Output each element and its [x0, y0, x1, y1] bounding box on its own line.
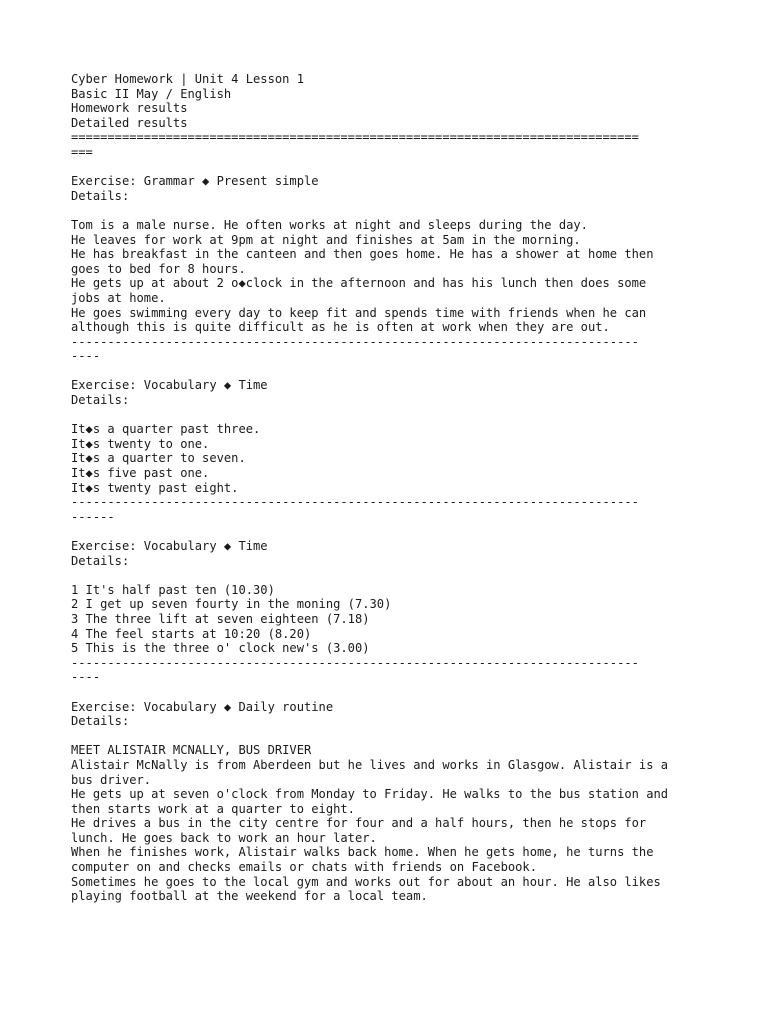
- separator-rule: ------------------------------------------------------------------------------: [71, 495, 639, 510]
- spacer: [71, 408, 701, 423]
- separator-rule-wrap: ----: [71, 349, 101, 364]
- exercise-line: It◆s a quarter to seven.: [71, 451, 246, 466]
- separator-rule-wrap: ------: [71, 509, 115, 524]
- spacer: [71, 524, 701, 539]
- exercise-line: Alistair McNally is from Aberdeen but he lives and works in Glasgow. Alistair is a: [71, 757, 669, 772]
- separator-rule-wrap: ----: [71, 670, 101, 685]
- exercise-line: Sometimes he goes to the local gym and works out for about an hour. He also likes: [71, 874, 661, 889]
- document-title: Cyber Homework | Unit 4 Lesson 1: [71, 72, 304, 86]
- exercise-line: 5 This is the three o' clock new's (3.00): [71, 641, 370, 656]
- exercise-line: 3 The three lift at seven eighteen (7.18): [71, 611, 370, 626]
- details-label: Details:: [71, 714, 130, 729]
- exercise-line: 1 It's half past ten (10.30): [71, 582, 275, 597]
- exercise-line: 4 The feel starts at 10:20 (8.20): [71, 626, 312, 641]
- exercise-line: He gets up at seven o'clock from Monday to Friday. He walks to the bus station and: [71, 787, 669, 802]
- section-heading: Homework results: [71, 101, 188, 116]
- exercise-line: When he finishes work, Alistair walks back home. When he gets home, he turns the: [71, 845, 654, 860]
- spacer: [71, 160, 701, 175]
- exercise-line: Tom is a male nurse. He often works at night and sleeps during the day.: [71, 217, 588, 232]
- homework-results-document: [71, 72, 701, 904]
- exercise-line: jobs at home.: [71, 290, 166, 305]
- exercise-line: It◆s twenty to one.: [71, 436, 210, 451]
- exercise-vocabulary-time-2: [71, 539, 701, 700]
- exercise-line: bus driver.: [71, 772, 152, 787]
- spacer: [71, 685, 701, 700]
- header-rule-wrap: ===: [71, 144, 93, 159]
- header-rule: ==============================================================================: [71, 130, 639, 145]
- exercise-line: He has breakfast in the canteen and then goes home. He has a shower at home then: [71, 247, 654, 262]
- spacer: [71, 364, 701, 379]
- spacer: [71, 568, 701, 583]
- exercise-vocabulary-time-1: [71, 378, 701, 539]
- spacer: [71, 203, 701, 218]
- exercise-line: computer on and checks emails or chats with friends on Facebook.: [71, 860, 537, 875]
- exercise-line: although this is quite difficult as he is often at work when they are out.: [71, 320, 610, 335]
- details-label: Details:: [71, 553, 130, 568]
- separator-rule: ------------------------------------------------------------------------------: [71, 334, 639, 349]
- exercise-line: He leaves for work at 9pm at night and finishes at 5am in the morning.: [71, 232, 581, 247]
- separator-rule: ------------------------------------------------------------------------------: [71, 655, 639, 670]
- course-name: Basic II May / English: [71, 86, 232, 101]
- exercise-line: goes to bed for 8 hours.: [71, 261, 246, 276]
- exercise-line: He gets up at about 2 o◆clock in the afternoon and has his lunch then does some: [71, 276, 647, 291]
- exercise-heading: Exercise: Vocabulary ◆ Time: [71, 539, 268, 553]
- details-label: Details:: [71, 188, 130, 203]
- exercise-line: MEET ALISTAIR MCNALLY, BUS DRIVER: [71, 743, 312, 758]
- exercise-line: playing football at the weekend for a local team.: [71, 889, 428, 904]
- exercise-line: It◆s a quarter past three.: [71, 422, 261, 437]
- exercise-line: 2 I get up seven fourty in the moning (7.30): [71, 597, 392, 612]
- exercise-line: then starts work at a quarter to eight.: [71, 801, 355, 816]
- exercise-heading: Exercise: Grammar ◆ Present simple: [71, 174, 319, 189]
- exercise-vocabulary-daily-routine: [71, 700, 701, 904]
- exercise-line: It◆s five past one.: [71, 466, 210, 481]
- exercise-heading: Exercise: Vocabulary ◆ Time: [71, 378, 268, 393]
- exercise-heading: Exercise: Vocabulary ◆ Daily routine: [71, 699, 334, 714]
- exercise-line: lunch. He goes back to work an hour later.: [71, 830, 377, 845]
- exercise-line: It◆s twenty past eight.: [71, 480, 239, 495]
- exercise-grammar-present-simple: [71, 174, 701, 378]
- exercise-line: He goes swimming every day to keep fit and spends time with friends when he can: [71, 305, 647, 320]
- subsection-heading: Detailed results: [71, 115, 188, 130]
- spacer: [71, 729, 701, 744]
- details-label: Details:: [71, 393, 130, 408]
- exercise-line: He drives a bus in the city centre for four and a half hours, then he stops for: [71, 816, 647, 831]
